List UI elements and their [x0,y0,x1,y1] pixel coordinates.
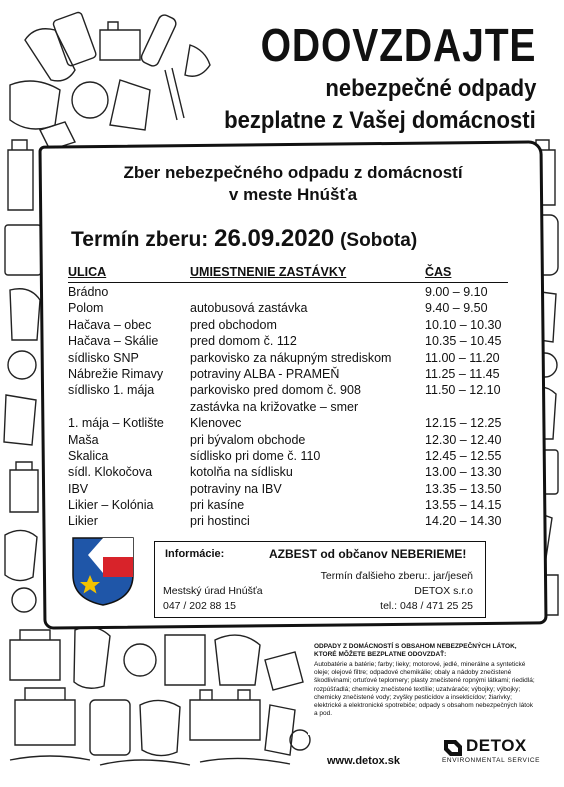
card-title-line-1: Zber nebezpečného odpadu z domácností [123,163,463,182]
cell-place: parkovisko pred domom č. 908 [190,383,361,398]
column-header-place: UMIESTNENIE ZASTÁVKY [190,265,347,279]
cell-street: sídlisko 1. mája [68,383,155,398]
cell-street: sídl. Klokočova [68,465,153,480]
cell-time: 11.00 – 11.20 [425,350,500,365]
headline-subtitle-2: bezplatne z Vašej domácnosti [224,107,536,134]
table-row [68,350,518,366]
cell-time: 10.10 – 10.30 [425,317,502,332]
table-row [68,317,518,333]
cell-street: 1. mája – Kotlište [68,416,164,431]
cell-time: 13.55 – 14.15 [425,498,502,513]
info-box [154,541,486,618]
cell-street: Hačava – obec [68,317,152,332]
table-row [68,481,518,497]
schedule-table [68,284,518,530]
office-name: Mestský úrad Hnúšťa [163,585,263,597]
collection-date-value: 26.09.2020 [214,225,335,252]
cell-time: 13.35 – 13.50 [425,481,502,496]
schedule-card [38,140,547,629]
table-row [68,432,518,448]
logo-name: DETOX [466,736,527,755]
collection-date [71,225,417,253]
town-crest-icon [70,535,136,607]
cell-street: Brádno [68,285,109,299]
cell-place: potraviny ALBA - PRAMEŇ [190,366,340,381]
cell-street: Nábrežie Rimavy [68,366,164,381]
headline: ODOVZDAJTE [260,19,536,71]
cell-time: 14.20 – 14.30 [425,514,502,529]
website-link[interactable]: www.detox.sk [327,755,400,767]
cell-place: pred domom č. 112 [190,334,297,349]
asbestos-warning: AZBEST od občanov NEBERIEME! [269,547,467,561]
cell-time: 9.00 – 9.10 [425,285,488,299]
cell-place: sídlisko pri dome č. 110 [190,448,321,463]
cell-time: 11.25 – 11.45 [425,366,500,381]
hazardous-waste-list [308,640,541,735]
info-label: Informácie: [165,548,225,560]
detox-logo-icon [442,738,464,758]
cell-time: 9.40 – 9.50 [425,301,488,316]
cell-time: 12.15 – 12.25 [425,416,502,431]
table-row [68,284,518,300]
table-row [68,366,518,382]
list-text: Autobatérie a batérie; farby; lieky; motorové, jedlé, minerálne a syntetické oleje; olejové filtre; odpadové chemikálie; obaly a nádoby znečistené škodlivinami; ortuťové teplomery; plasty znečistené ropnými látkami; riedidlá; rozpúšťadlá; chemicky znečistené textílie; uzatvárače; výbojky; výbojky; chemicky znečistené vody; zvyšky pesticídov a insekticídov; žiarivky; elektrické a elektronické spotrebiče; odpady s obsahom nebezpečných látok a pod. [314,661,535,718]
cell-street: Likier – Kolónia [68,498,154,513]
cell-street: Skalica [68,448,109,463]
cell-time: 13.00 – 13.30 [425,465,502,480]
next-collection: Termín ďalšieho zberu:. jar/jeseň [320,570,473,582]
cell-time: 12.45 – 12.55 [425,448,502,463]
column-header-street: ULICA [68,265,107,279]
cell-place: pri hostinci [190,514,250,529]
cell-place: kotolňa na sídlisku [190,465,293,480]
cell-place: autobusová zastávka [190,301,308,316]
table-row [68,399,518,415]
cell-place: pred obchodom [190,317,277,332]
cell-time: 10.35 – 10.45 [425,334,502,349]
office-phone: 047 / 202 88 15 [163,600,236,612]
table-row [68,333,518,349]
cell-street: Maša [68,432,99,447]
cell-street: Hačava – Skálie [68,334,159,349]
headline-subtitle-1: nebezpečné odpady [324,75,536,102]
cell-place: zastávka na križovatke – smer [190,399,359,414]
table-row [68,382,518,398]
table-row [68,300,518,316]
column-header-time: ČAS [425,265,452,279]
cell-street: Likier [68,514,98,529]
table-row [68,513,518,529]
cell-place: potraviny na IBV [190,481,282,496]
company-phone: tel.: 048 / 471 25 25 [380,600,473,612]
cell-street: sídlisko SNP [68,350,139,365]
company-name: DETOX s.r.o [414,585,473,597]
cell-time: 12.30 – 12.40 [425,432,502,447]
cell-street: IBV [68,481,89,496]
cell-place: pri bývalom obchode [190,432,306,447]
table-row [68,497,518,513]
logo-tagline: ENVIRONMENTAL SERVICE [442,757,541,764]
header-divider [68,282,508,283]
card-title-line-2: v meste Hnúšťa [228,185,358,204]
table-row [68,448,518,464]
collection-date-label: Termín zberu: [71,228,209,251]
cell-street: Polom [68,301,104,316]
table-row [68,415,518,431]
collection-date-day: (Sobota) [340,230,418,251]
cell-place: pri kasíne [190,498,245,513]
list-title: ODPADY Z DOMÁCNOSTÍ S OBSAHOM NEBEZPEČNÝCH LÁTOK, KTORÉ MÔŽETE BEZPLATNE ODOVZDAŤ: [314,643,517,658]
detox-logo [442,738,542,768]
cell-place: parkovisko za nákupným strediskom [190,350,392,365]
cell-time: 11.50 – 12.10 [425,383,501,398]
cell-place: Klenovec [190,416,242,431]
table-row [68,464,518,480]
